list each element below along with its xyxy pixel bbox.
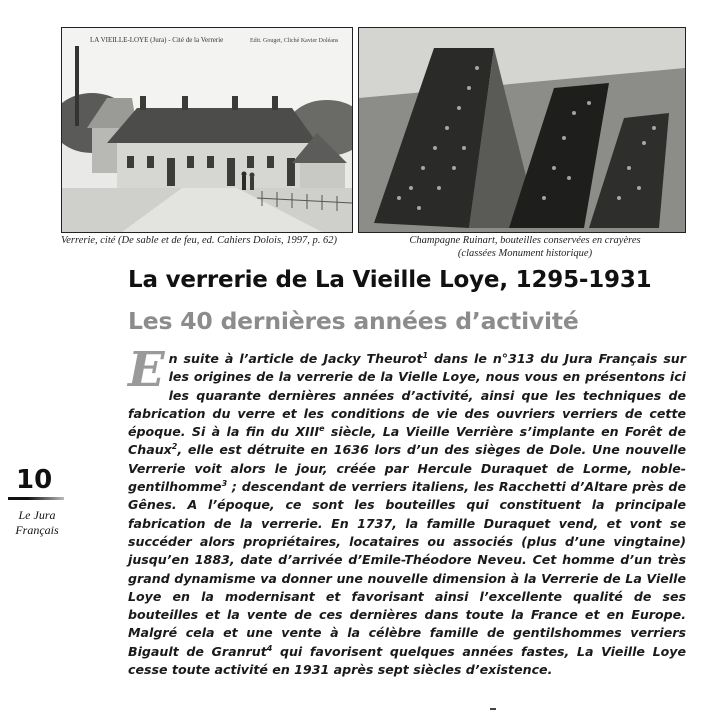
magazine-name bbox=[4, 508, 70, 538]
magazine-name-line2: Français bbox=[15, 523, 59, 537]
page-number: 10 bbox=[16, 465, 53, 495]
photo-verrerie-cite bbox=[61, 27, 353, 233]
century-superscript: e bbox=[319, 424, 325, 433]
photo-champagne-ruinart bbox=[358, 27, 686, 233]
body-seg-1: n suite à l’article de Jacky Theurot bbox=[168, 351, 423, 366]
body-seg-2: dans le n°313 du Jura Français sur les origines de la verrerie de la Vielle Loye, nous vous en présentons ici les quarante dernières années d’activité, ainsi que les techniques de fabrication du verre et les conditions de vie des ouvriers verriers de cette époque. Si à la fin du XIII bbox=[128, 351, 686, 440]
body-seg-4: , elle est détruite en 1636 lors d’un des sièges de Dole. Une nouvelle Verrerie voit alors le jour, créée par Hercule Duraquet de Lorme, noble-gentilhomme bbox=[128, 442, 686, 495]
photo-right-caption: Champagne Ruinart, bouteilles conservées en crayères (classées Monument historique) bbox=[409, 235, 641, 259]
body-seg-5: ; descendant de verriers italiens, les Racchetti d’Altare près de Gênes. A l’époque, ce sont les bouteilles qui constituent la principale fabrication de la verrerie. En 1737, la famille Duraquet vend, et vont se succéder alors propriétaires, locataires ou associés (plus d’une vingtaine) jusqu’en 1883, date d’arrivée d’Emile-Théodore Neveu. Cet homme d’un très grand dynamisme va donner une nouvelle dimension à la Verrerie de La Vielle Loye en la modernisant et favorisant ainsi l’excellente qualité de ses bouteilles et la vente de ces dernières dans toute la France et en Europe. Malgré cela et une vente à la célèbre famille de gentilshommes verriers Bigault de Granrut bbox=[128, 479, 686, 659]
bottle-racks-illustration bbox=[359, 28, 685, 232]
article-title: La verrerie de La Vieille Loye, 1295-1931 bbox=[128, 267, 652, 293]
postcard-title-text: LA VIEILLE-LOYE (Jura) - Cité de la Verrerie bbox=[90, 36, 224, 44]
drop-cap: E bbox=[128, 342, 165, 398]
postcard-edit-text: Edit. Gouget, Cliché Kavier Doléans bbox=[250, 38, 339, 44]
footnote-ref-4: 4 bbox=[266, 643, 273, 653]
body-seg-6: qui favorisent quelques années fastes, La Vieille Loye cesse toute activité en 1931 après sept siècles d’existence. bbox=[128, 643, 686, 678]
article-subtitle: Les 40 dernières années d’activité bbox=[128, 307, 579, 335]
footnote-ref-3: 3 bbox=[221, 478, 228, 488]
bottom-mark bbox=[490, 708, 496, 710]
article-body bbox=[128, 342, 686, 679]
page-number-rule bbox=[8, 497, 64, 500]
magazine-name-line1: Le Jura bbox=[18, 508, 56, 522]
footnote-ref-2: 2 bbox=[171, 442, 178, 452]
body-seg-3: siècle, La Vieille Verrière s’implante en Forêt de Chaux bbox=[128, 424, 686, 458]
photo-left-caption: Verrerie, cité (De sable et de feu, ed. Cahiers Dolois, 1997, p. 62) bbox=[61, 235, 338, 246]
postcard-illustration bbox=[62, 28, 352, 232]
footnote-ref-1: 1 bbox=[422, 350, 429, 360]
